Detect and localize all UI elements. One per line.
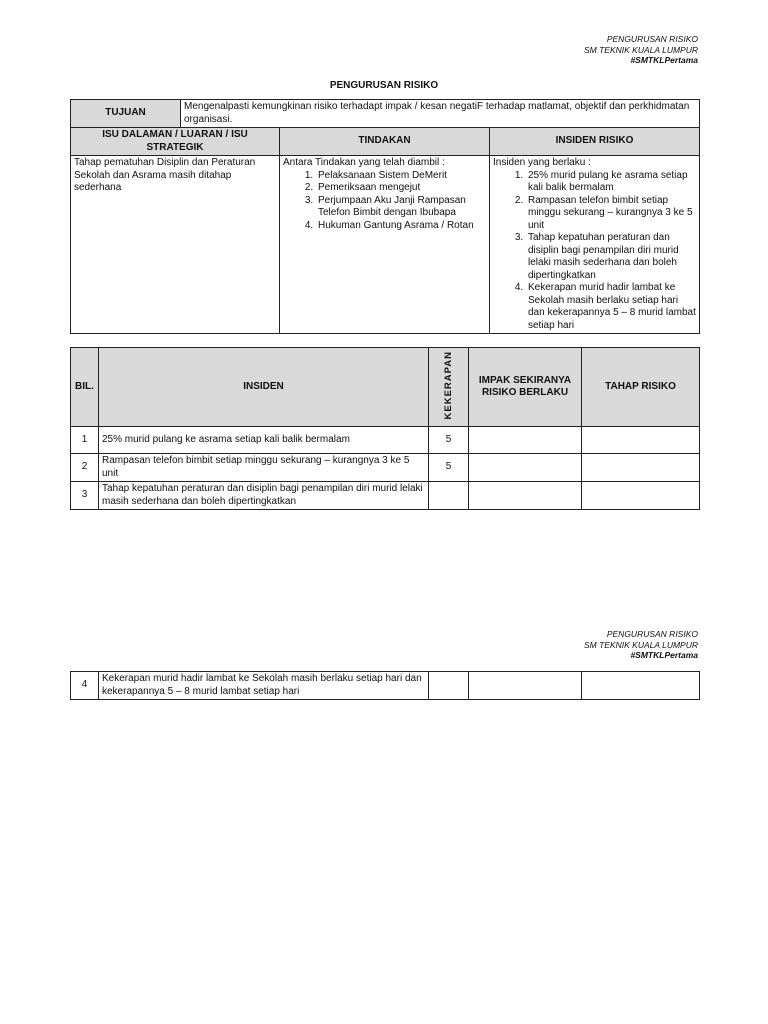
insiden-cell: Tahap kepatuhan peraturan dan disiplin bagi penampilan diri murid lelaki masih sederhana dan boleh dipertingkatkan <box>99 482 429 510</box>
page-header <box>584 34 698 66</box>
tahap-cell <box>582 482 700 510</box>
bil-cell: 3 <box>71 482 99 510</box>
bil-cell: 2 <box>71 454 99 482</box>
kekerapan-cell <box>429 482 469 510</box>
tujuan-label: TUJUAN <box>71 100 181 128</box>
insiden-cell: 25% murid pulang ke asrama setiap kali balik bermalam <box>99 427 429 454</box>
insiden-cell: Rampasan telefon bimbit setiap minggu sekurang – kurangnya 3 ke 5 unit <box>99 454 429 482</box>
tindakan-list <box>283 170 486 233</box>
tahap-cell <box>582 427 700 454</box>
col-kekerapan-header <box>429 348 469 427</box>
risk-incident-table <box>70 347 700 510</box>
insiden-cell <box>490 156 700 334</box>
risk-incident-table-continued <box>70 671 700 700</box>
risk-overview-table <box>70 99 700 334</box>
col-bil-header: BIL. <box>71 348 99 427</box>
tahap-cell <box>582 454 700 482</box>
impak-cell <box>469 482 582 510</box>
table-row <box>71 454 700 482</box>
list-item: 4. Kekerapan murid hadir lambat ke Sekolah masih berlaku setiap hari dan kekerapannya 5 – 8 murid lambat setiap hari <box>526 282 696 332</box>
document-title: PENGURUSAN RISIKO <box>329 80 439 91</box>
tahap-cell <box>582 672 700 700</box>
table-row <box>71 427 700 454</box>
header-line-1: PENGURUSAN RISIKO <box>606 629 698 639</box>
col-insiden-header: INSIDEN <box>99 348 429 427</box>
table-row <box>71 672 700 700</box>
header-line-1: PENGURUSAN RISIKO <box>606 34 698 44</box>
list-item: 1. 25% murid pulang ke asrama setiap kali balik bermalam <box>526 170 696 195</box>
insiden-cell: Kekerapan murid hadir lambat ke Sekolah masih berlaku setiap hari dan kekerapannya 5 – 8 murid lambat setiap hari <box>99 672 429 700</box>
list-item: 2. Rampasan telefon bimbit setiap minggu sekurang – kurangnya 3 ke 5 unit <box>526 195 696 233</box>
col-tahap-header: TAHAP RISIKO <box>582 348 700 427</box>
table-row <box>71 482 700 510</box>
list-item: 2. Pemeriksaan mengejut <box>316 182 486 195</box>
tindakan-cell <box>280 156 490 334</box>
list-item: 1. Pelaksanaan Sistem DeMerit <box>316 170 486 183</box>
header-line-3: #SMTKLPertama <box>630 55 698 65</box>
isu-text: Tahap pematuhan Disiplin dan Peraturan Sekolah dan Asrama masih ditahap sederhana <box>74 157 256 193</box>
kekerapan-label: KEKERAPAN <box>443 350 454 419</box>
list-item: 3. Tahap kepatuhan peraturan dan disiplin bagi penampilan diri murid lelaki masih sederhana dan boleh dipertingkatkan <box>526 232 696 282</box>
page-header <box>584 629 698 661</box>
list-item: 3. Perjumpaan Aku Janji Rampasan Telefon Bimbit dengan Ibubapa <box>316 195 486 220</box>
col-isu-header: ISU DALAMAN / LUARAN / ISU STRATEGIK <box>71 128 280 156</box>
tindakan-intro: Antara Tindakan yang telah diambil : <box>283 157 445 168</box>
kekerapan-cell: 5 <box>429 454 469 482</box>
kekerapan-cell: 5 <box>429 427 469 454</box>
bil-cell: 1 <box>71 427 99 454</box>
header-line-2: SM TEKNIK KUALA LUMPUR <box>584 44 698 55</box>
col-insiden-header: INSIDEN RISIKO <box>490 128 700 156</box>
insiden-list <box>493 170 696 333</box>
header-line-2: SM TEKNIK KUALA LUMPUR <box>584 639 698 650</box>
header-line-3: #SMTKLPertama <box>630 650 698 660</box>
kekerapan-cell <box>429 672 469 700</box>
isu-cell <box>71 156 280 334</box>
col-impak-header: IMPAK SEKIRANYA RISIKO BERLAKU <box>469 348 582 427</box>
bil-cell: 4 <box>71 672 99 700</box>
tujuan-text: Mengenalpasti kemungkinan risiko terhadapt impak / kesan negatiF terhadap matlamat, objektif dan perkhidmatan organisasi. <box>181 100 700 128</box>
impak-cell <box>469 454 582 482</box>
insiden-intro: Insiden yang berlaku : <box>493 157 591 168</box>
list-item: 4. Hukuman Gantung Asrama / Rotan <box>316 220 486 233</box>
impak-cell <box>469 427 582 454</box>
impak-cell <box>469 672 582 700</box>
col-tindakan-header: TINDAKAN <box>280 128 490 156</box>
